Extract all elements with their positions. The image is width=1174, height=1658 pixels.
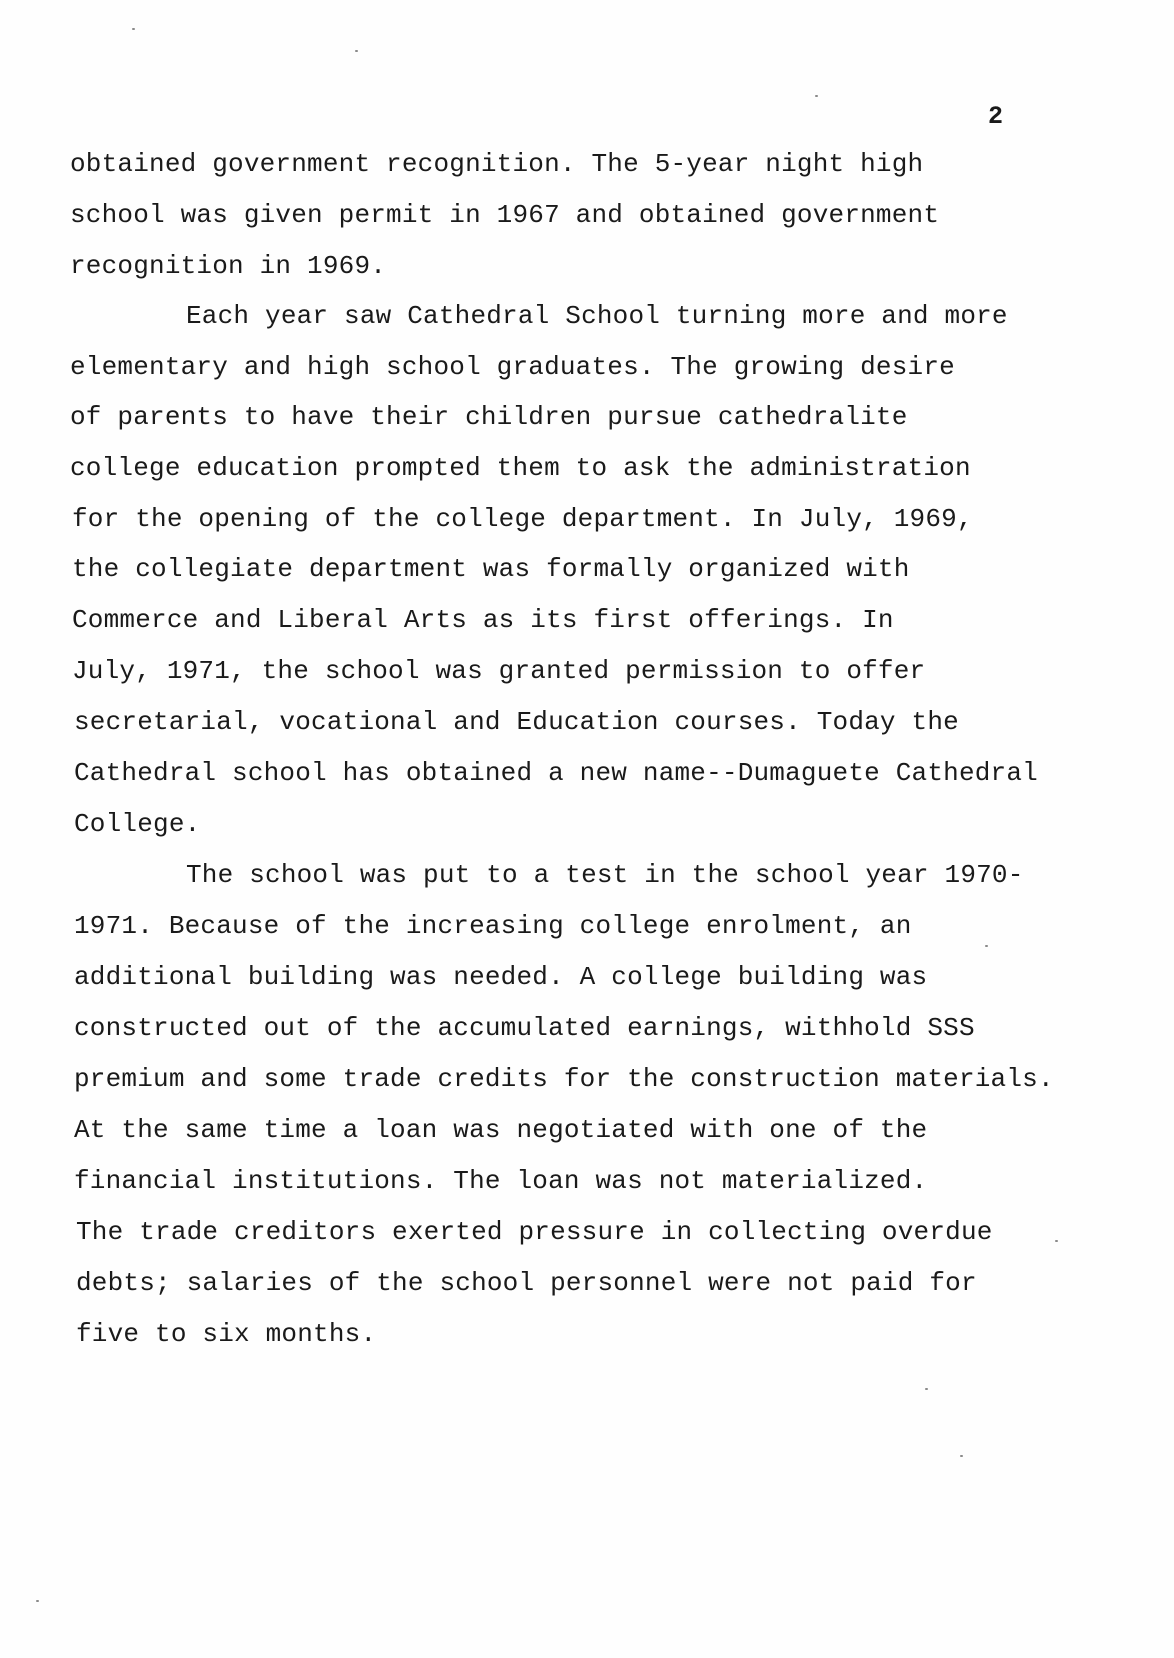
text-line: Cathedral school has obtained a new name--Dumaguete Cathedral xyxy=(74,758,1038,788)
text-line: obtained government recognition. The 5-year night high xyxy=(70,149,924,179)
scan-speck xyxy=(36,1600,39,1602)
text-line: secretarial, vocational and Education courses. Today the xyxy=(74,707,959,737)
scan-speck xyxy=(132,28,135,30)
text-line: At the same time a loan was negotiated with one of the xyxy=(74,1115,928,1145)
text-line: Commerce and Liberal Arts as its first offerings. In xyxy=(72,605,894,635)
page-number: 2 xyxy=(988,102,1004,131)
text-line: recognition in 1969. xyxy=(70,251,387,281)
text-line: premium and some trade credits for the construction materials. xyxy=(74,1064,1054,1094)
scan-speck xyxy=(985,945,988,947)
scan-speck xyxy=(960,1455,963,1457)
text-line: the collegiate department was formally organized with xyxy=(72,554,910,584)
text-line: constructed out of the accumulated earnings, withhold SSS xyxy=(74,1013,975,1043)
text-line: five to six months. xyxy=(76,1319,377,1349)
text-line: for the opening of the college department. In July, 1969, xyxy=(72,504,973,534)
text-line: elementary and high school graduates. The growing desire xyxy=(70,352,955,382)
text-line: of parents to have their children pursue cathedralite xyxy=(70,402,908,432)
text-line: 1971. Because of the increasing college enrolment, an xyxy=(74,911,912,941)
text-line: The trade creditors exerted pressure in collecting overdue xyxy=(76,1217,993,1247)
text-line: financial institutions. The loan was not materialized. xyxy=(74,1166,928,1196)
text-line: The school was put to a test in the school year 1970- xyxy=(186,860,1024,890)
text-line: additional building was needed. A college building was xyxy=(74,962,928,992)
text-line: debts; salaries of the school personnel were not paid for xyxy=(76,1268,977,1298)
scan-speck xyxy=(815,95,818,97)
scan-speck xyxy=(1055,1240,1058,1242)
text-line: July, 1971, the school was granted permission to offer xyxy=(72,656,926,686)
text-line: College. xyxy=(74,809,201,839)
text-line: school was given permit in 1967 and obtained government xyxy=(70,200,940,230)
text-line: college education prompted them to ask the administration xyxy=(70,453,971,483)
scan-speck xyxy=(355,50,358,52)
text-line: Each year saw Cathedral School turning more and more xyxy=(186,301,1008,331)
scan-speck xyxy=(925,1388,928,1390)
